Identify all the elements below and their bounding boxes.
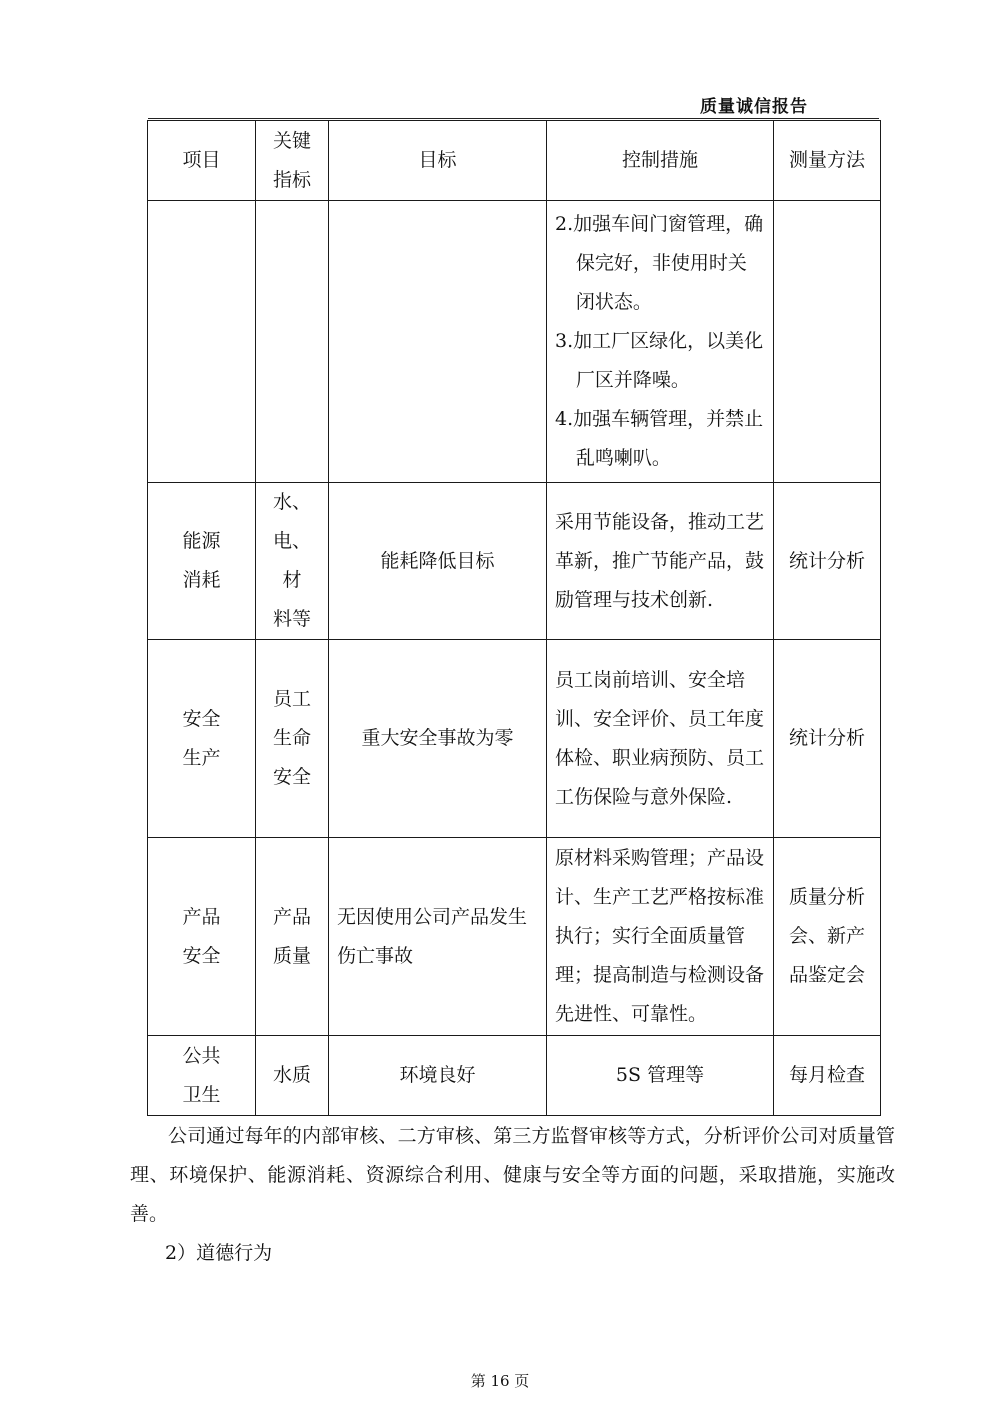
section-heading: 2）道德行为 [165, 1242, 273, 1264]
col-header-indicator: 关键 指标 [256, 121, 329, 201]
cell-target [329, 201, 547, 483]
table-row-continued [148, 201, 881, 483]
cell-item [148, 201, 256, 483]
col-header-item: 项目 [148, 121, 256, 201]
cell-method: 质量分析会、新产品鉴定会 [774, 838, 881, 1036]
cell-measures: 5S 管理等 [547, 1036, 774, 1116]
col-header-method: 测量方法 [774, 121, 881, 201]
cell-measures: 原材料采购管理；产品设计、生产工艺严格按标准执行；实行全面质量管理；提高制造与检测设备先进性、可靠性。 [547, 838, 774, 1036]
cell-item: 公共 卫生 [148, 1036, 256, 1116]
cell-method: 每月检查 [774, 1036, 881, 1116]
cell-item: 安全 生产 [148, 640, 256, 838]
cell-indicator: 员工 生命 安全 [256, 640, 329, 838]
cell-target: 无因使用公司产品发生伤亡事故 [329, 838, 547, 1036]
cell-method: 统计分析 [774, 483, 881, 640]
body-paragraph: 公司通过每年的内部审核、二方审核、第三方监督审核等方式，分析评价公司对质量管理、环境保护、能源消耗、资源综合利用、健康与安全等方面的问题，采取措施，实施改善。 [130, 1125, 895, 1225]
cell-measures: 采用节能设备，推动工艺革新，推广节能产品，鼓励管理与技术创新. [547, 483, 774, 640]
table-row-energy [148, 483, 881, 640]
cell-indicator [256, 201, 329, 483]
cell-target: 环境良好 [329, 1036, 547, 1116]
header-rule [148, 118, 879, 119]
report-title: 质量诚信报告 [700, 97, 808, 117]
cell-method: 统计分析 [774, 640, 881, 838]
cell-indicator: 产品 质量 [256, 838, 329, 1036]
cell-indicator: 水、 电、材 料等 [256, 483, 329, 640]
cell-measures: 员工岗前培训、安全培训、安全评价、员工年度体检、职业病预防、员工工伤保险与意外保险. [547, 640, 774, 838]
measure-item: 4.加强车辆管理，并禁止乱鸣喇叭。 [555, 408, 764, 469]
cell-item: 产品 安全 [148, 838, 256, 1036]
col-header-target: 目标 [329, 121, 547, 201]
measure-item: 3.加工厂区绿化，以美化厂区并降噪。 [555, 330, 764, 391]
table-row-product [148, 838, 881, 1036]
col-header-measures: 控制措施 [547, 121, 774, 201]
cell-target: 能耗降低目标 [329, 483, 547, 640]
table-row-safety [148, 640, 881, 838]
page-number: 第 16 页 [470, 1372, 530, 1390]
cell-target: 重大安全事故为零 [329, 640, 547, 838]
table-header-row [148, 121, 881, 201]
indicator-table [147, 120, 881, 1116]
measure-item: 2.加强车间门窗管理，确保完好，非使用时关闭状态。 [555, 213, 764, 313]
cell-measures [547, 201, 774, 483]
table-row-hygiene [148, 1036, 881, 1116]
cell-method [774, 201, 881, 483]
cell-indicator: 水质 [256, 1036, 329, 1116]
cell-item: 能源 消耗 [148, 483, 256, 640]
